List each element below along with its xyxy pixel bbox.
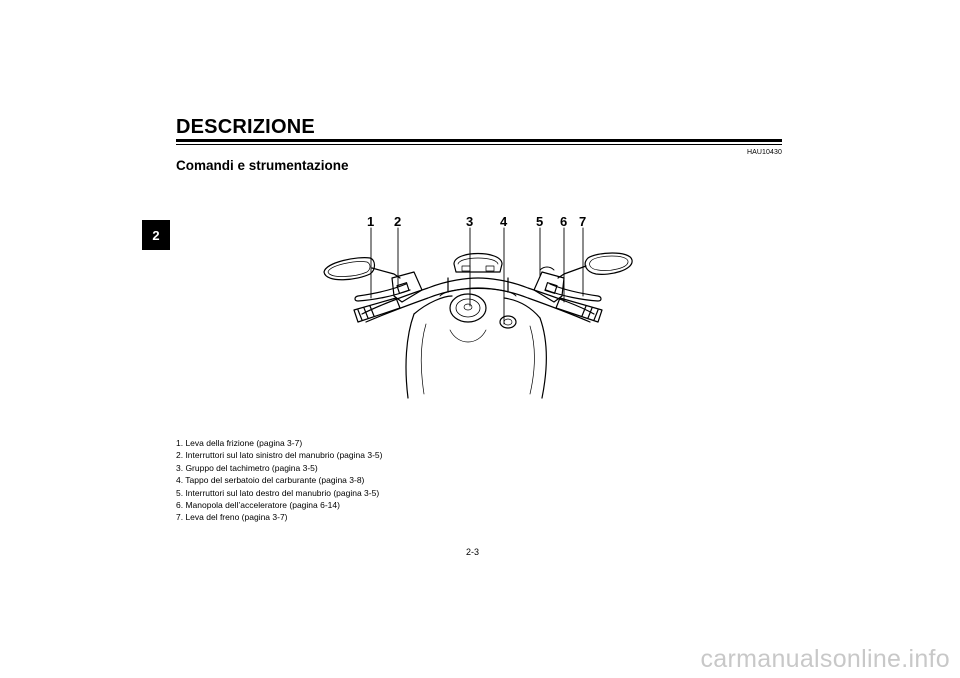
fuel-tank-cap	[450, 294, 516, 328]
speedometer	[454, 254, 502, 273]
watermark: carmanualsonline.info	[700, 645, 950, 673]
chapter-tab: 2	[142, 220, 170, 250]
fuel-tank	[406, 296, 546, 398]
callout-4: 4	[500, 214, 508, 229]
legend-item: 4. Tappo del serbatoio del carburante (pagina 3-8)	[176, 475, 365, 486]
callout-7: 7	[579, 214, 587, 229]
legend-item: 7. Leva del freno (pagina 3-7)	[176, 512, 288, 523]
legend-item: 2. Interruttori sul lato sinistro del manubrio (pagina 3-5)	[176, 450, 383, 461]
callout-leaders	[371, 228, 583, 324]
callout-2: 2	[394, 214, 402, 229]
legend-item: 5. Interruttori sul lato destro del manubrio (pagina 3-5)	[176, 487, 380, 498]
callout-1: 1	[367, 214, 375, 229]
callout-5: 5	[536, 214, 544, 229]
left-mirror	[324, 258, 400, 280]
left-grip	[354, 298, 400, 322]
handlebar-illustration	[318, 206, 638, 402]
right-grip	[556, 298, 602, 322]
legend-item: 3. Gruppo del tachimetro (pagina 3-5)	[176, 462, 318, 473]
figure-legend	[176, 437, 382, 524]
page-number: 2-3	[466, 547, 480, 557]
legend-item: 1. Leva della frizione (pagina 3-7)	[176, 438, 303, 448]
right-mirror	[558, 253, 632, 278]
callout-3: 3	[466, 214, 474, 229]
page-title: DESCRIZIONE	[176, 116, 315, 138]
title-rule	[176, 139, 782, 142]
section-title: Comandi e strumentazione	[176, 158, 349, 173]
reference-code: HAU10430	[746, 149, 782, 156]
callout-6: 6	[560, 214, 568, 229]
title-rule-thin	[176, 144, 782, 145]
legend-item: 6. Manopola dell’acceleratore (pagina 6-14)	[176, 500, 340, 511]
